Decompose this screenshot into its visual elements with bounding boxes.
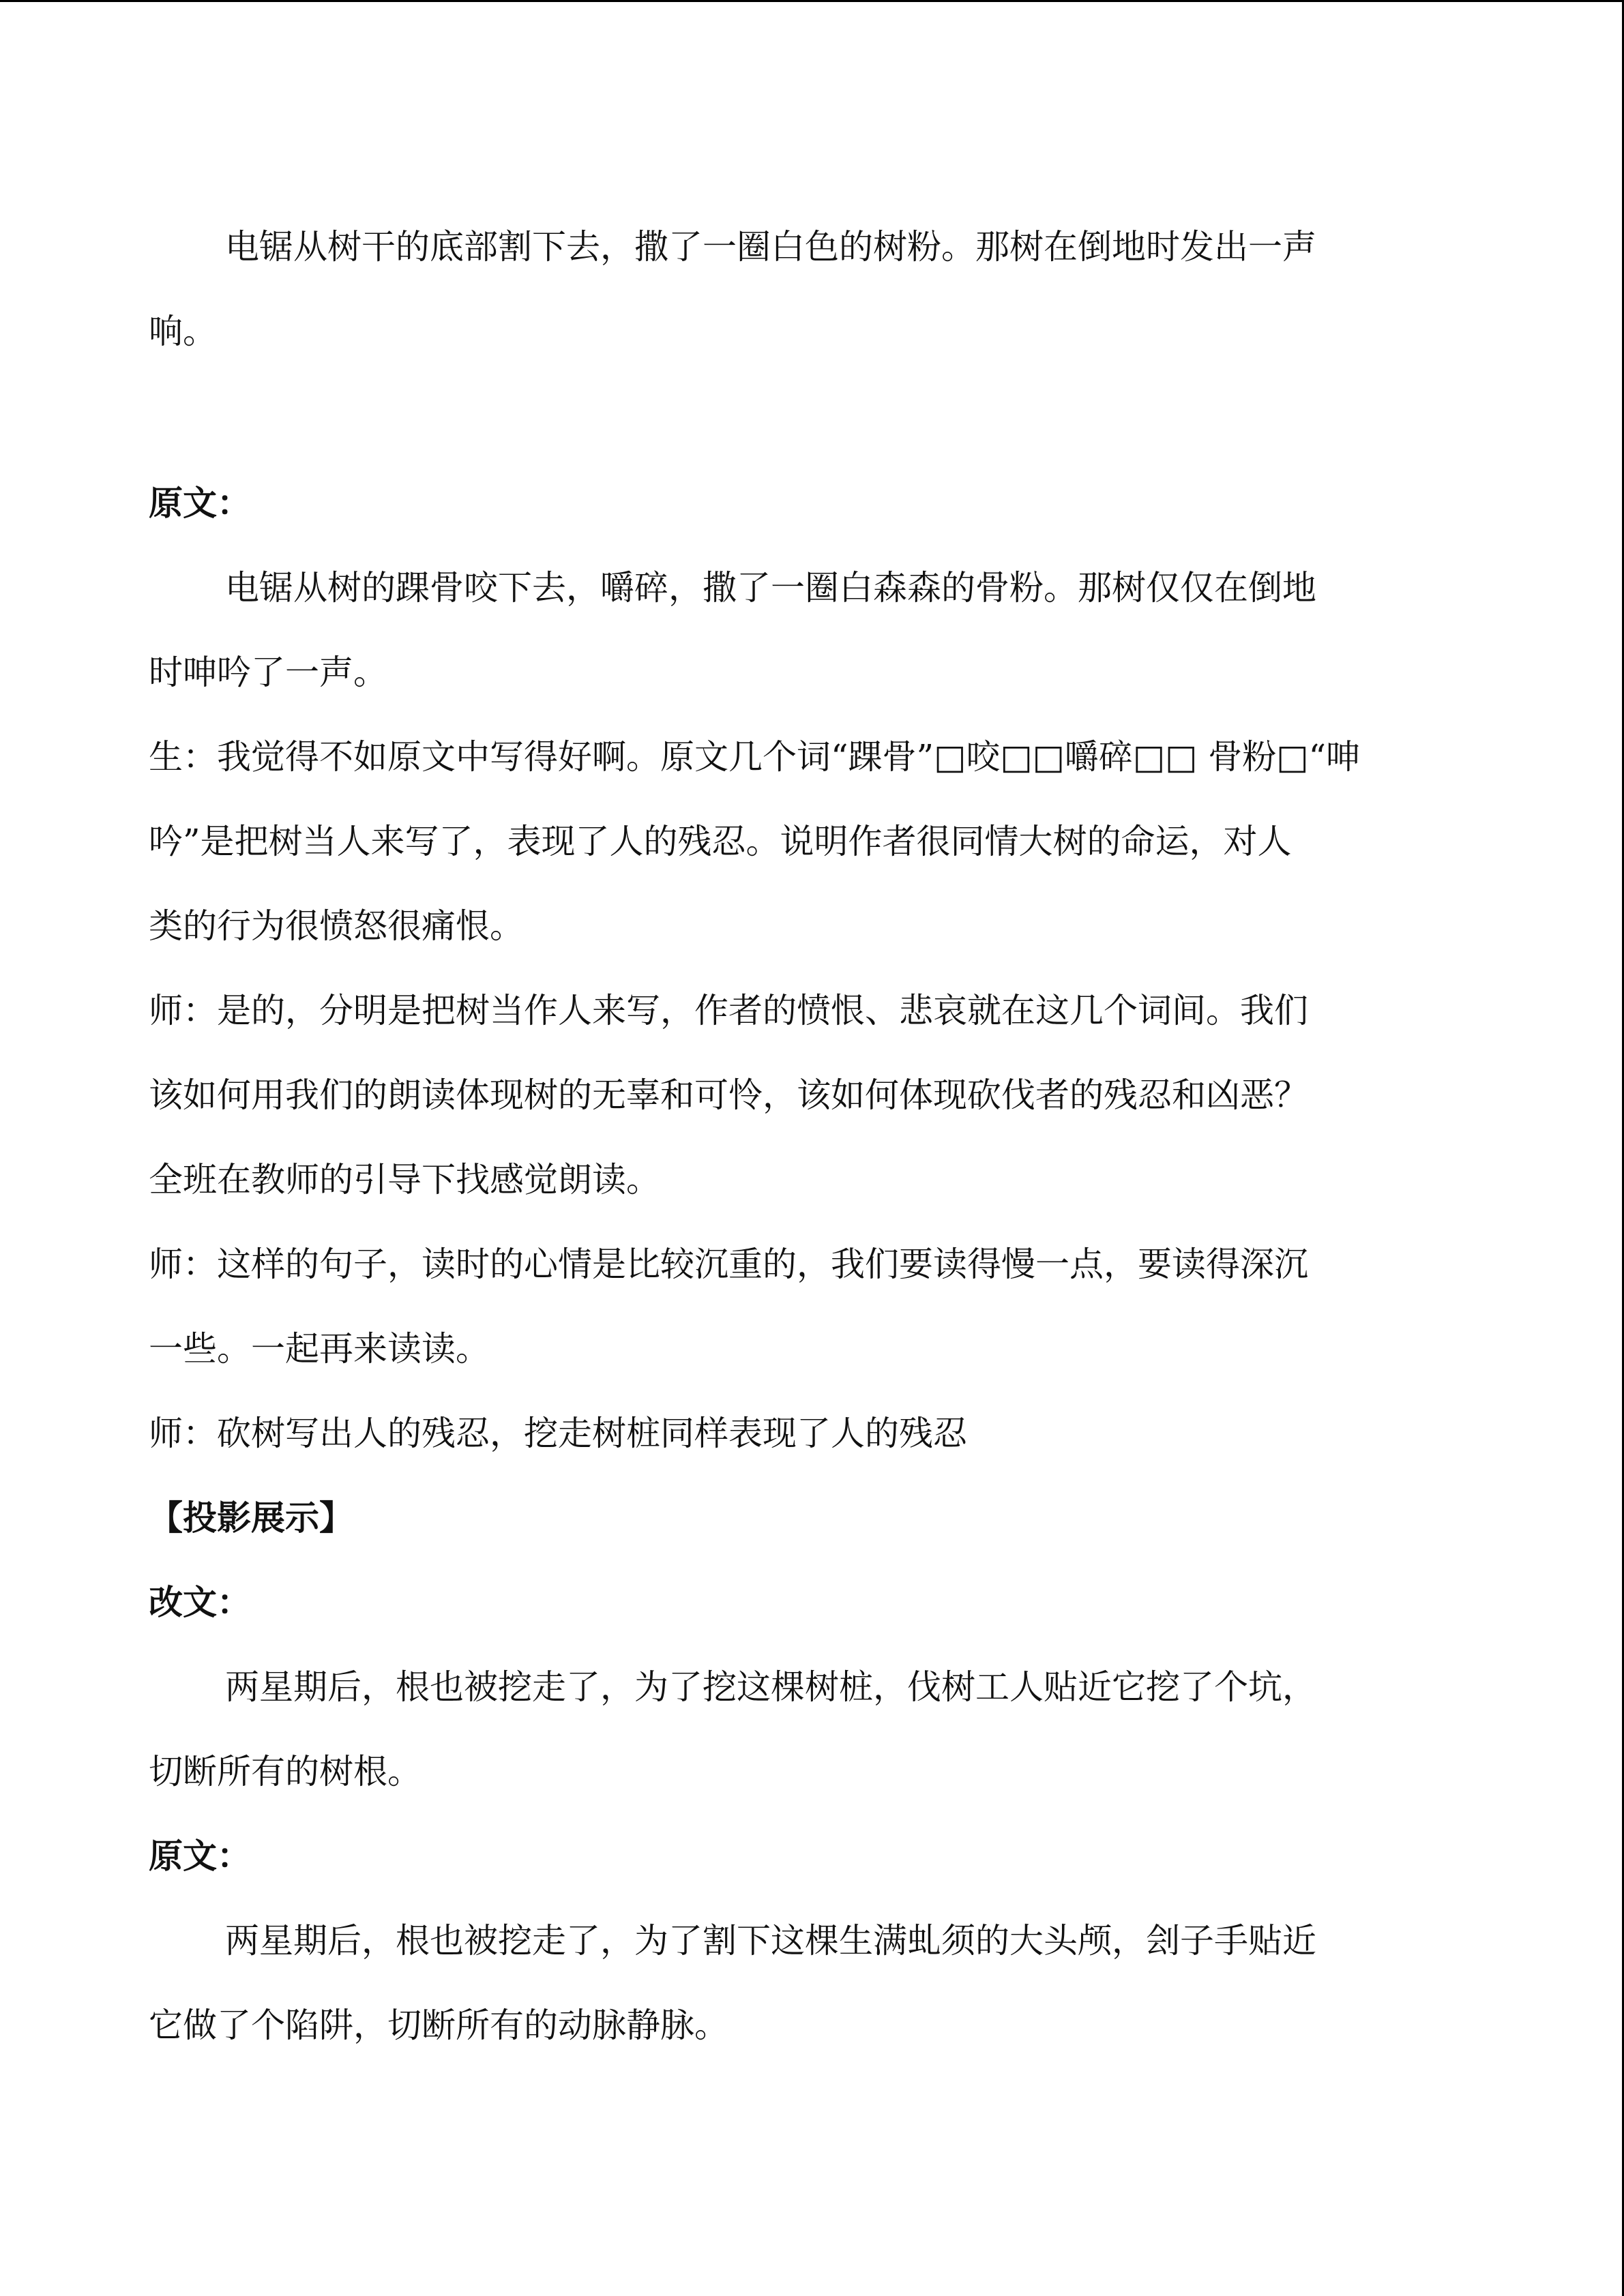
teacher-response-3: 师：砍树写出人的残忍，挖走树桩同样表现了人的残忍 xyxy=(149,1414,967,1453)
paragraph-line: 两星期后，根也被挖走了，为了割下这棵生满虬须的大头颅，刽子手贴近 xyxy=(225,1921,1316,1960)
paragraph-line: 师：是的，分明是把树当作人来写，作者的愤恨、悲哀就在这几个词间。我们 xyxy=(149,991,1308,1030)
original-heading-1: 原文： xyxy=(149,483,251,523)
revised-paragraph-1 xyxy=(149,205,1486,374)
paragraph-line: 响。 xyxy=(149,312,217,351)
projection-heading: 【投影展示】 xyxy=(149,1497,353,1538)
page-top-border xyxy=(0,0,1624,2)
paragraph-line: 时呻吟了一声。 xyxy=(149,653,387,692)
paragraph-line: 该如何用我们的朗读体现树的无辜和可怜，该如何体现砍伐者的残忍和凶恶？ xyxy=(149,1075,1308,1115)
paragraph-line: 一些。一起再来读读。 xyxy=(149,1329,490,1369)
student-response xyxy=(149,715,1486,968)
paragraph-line: 切断所有的树根。 xyxy=(149,1752,422,1791)
original-paragraph-2 xyxy=(149,1898,1486,2068)
paragraph-line: 师：这样的句子，读时的心情是比较沉重的，我们要读得慢一点，要读得深沉 xyxy=(149,1244,1308,1284)
paragraph-line: 电锯从树干的底部割下去，撒了一圈白色的树粉。那树在倒地时发出一声 xyxy=(225,227,1316,267)
paragraph-line: 电锯从树的踝骨咬下去，嚼碎，撒了一圈白森森的骨粉。那树仅仅在倒地 xyxy=(225,568,1316,608)
paragraph-line: 吟”是把树当人来写了，表现了人的残忍。说明作者很同情大树的命运，对人 xyxy=(149,822,1292,861)
paragraph-line: 它做了个陷阱，切断所有的动脉静脉。 xyxy=(149,2006,728,2045)
document-page xyxy=(149,205,1486,2068)
original-paragraph-1 xyxy=(149,546,1486,715)
teacher-response-1 xyxy=(149,968,1486,1137)
paragraph-line: 类的行为很愤怒很痛恨。 xyxy=(149,906,524,946)
original-heading-2: 原文： xyxy=(149,1836,251,1876)
revised-heading: 改文： xyxy=(149,1582,251,1622)
paragraph-line: 生：我觉得不如原文中写得好啊。原文几个词“踝骨”□咬□□嚼碎□□ 骨粉□“呻 xyxy=(149,737,1361,777)
spacer xyxy=(149,374,1486,461)
teacher-response-2 xyxy=(149,1222,1486,1391)
class-reading-note: 全班在教师的引导下找感觉朗读。 xyxy=(149,1160,660,1199)
revised-paragraph-2 xyxy=(149,1645,1486,1814)
paragraph-line: 两星期后，根也被挖走了，为了挖这棵树桩，伐树工人贴近它挖了个坑， xyxy=(225,1667,1316,1707)
